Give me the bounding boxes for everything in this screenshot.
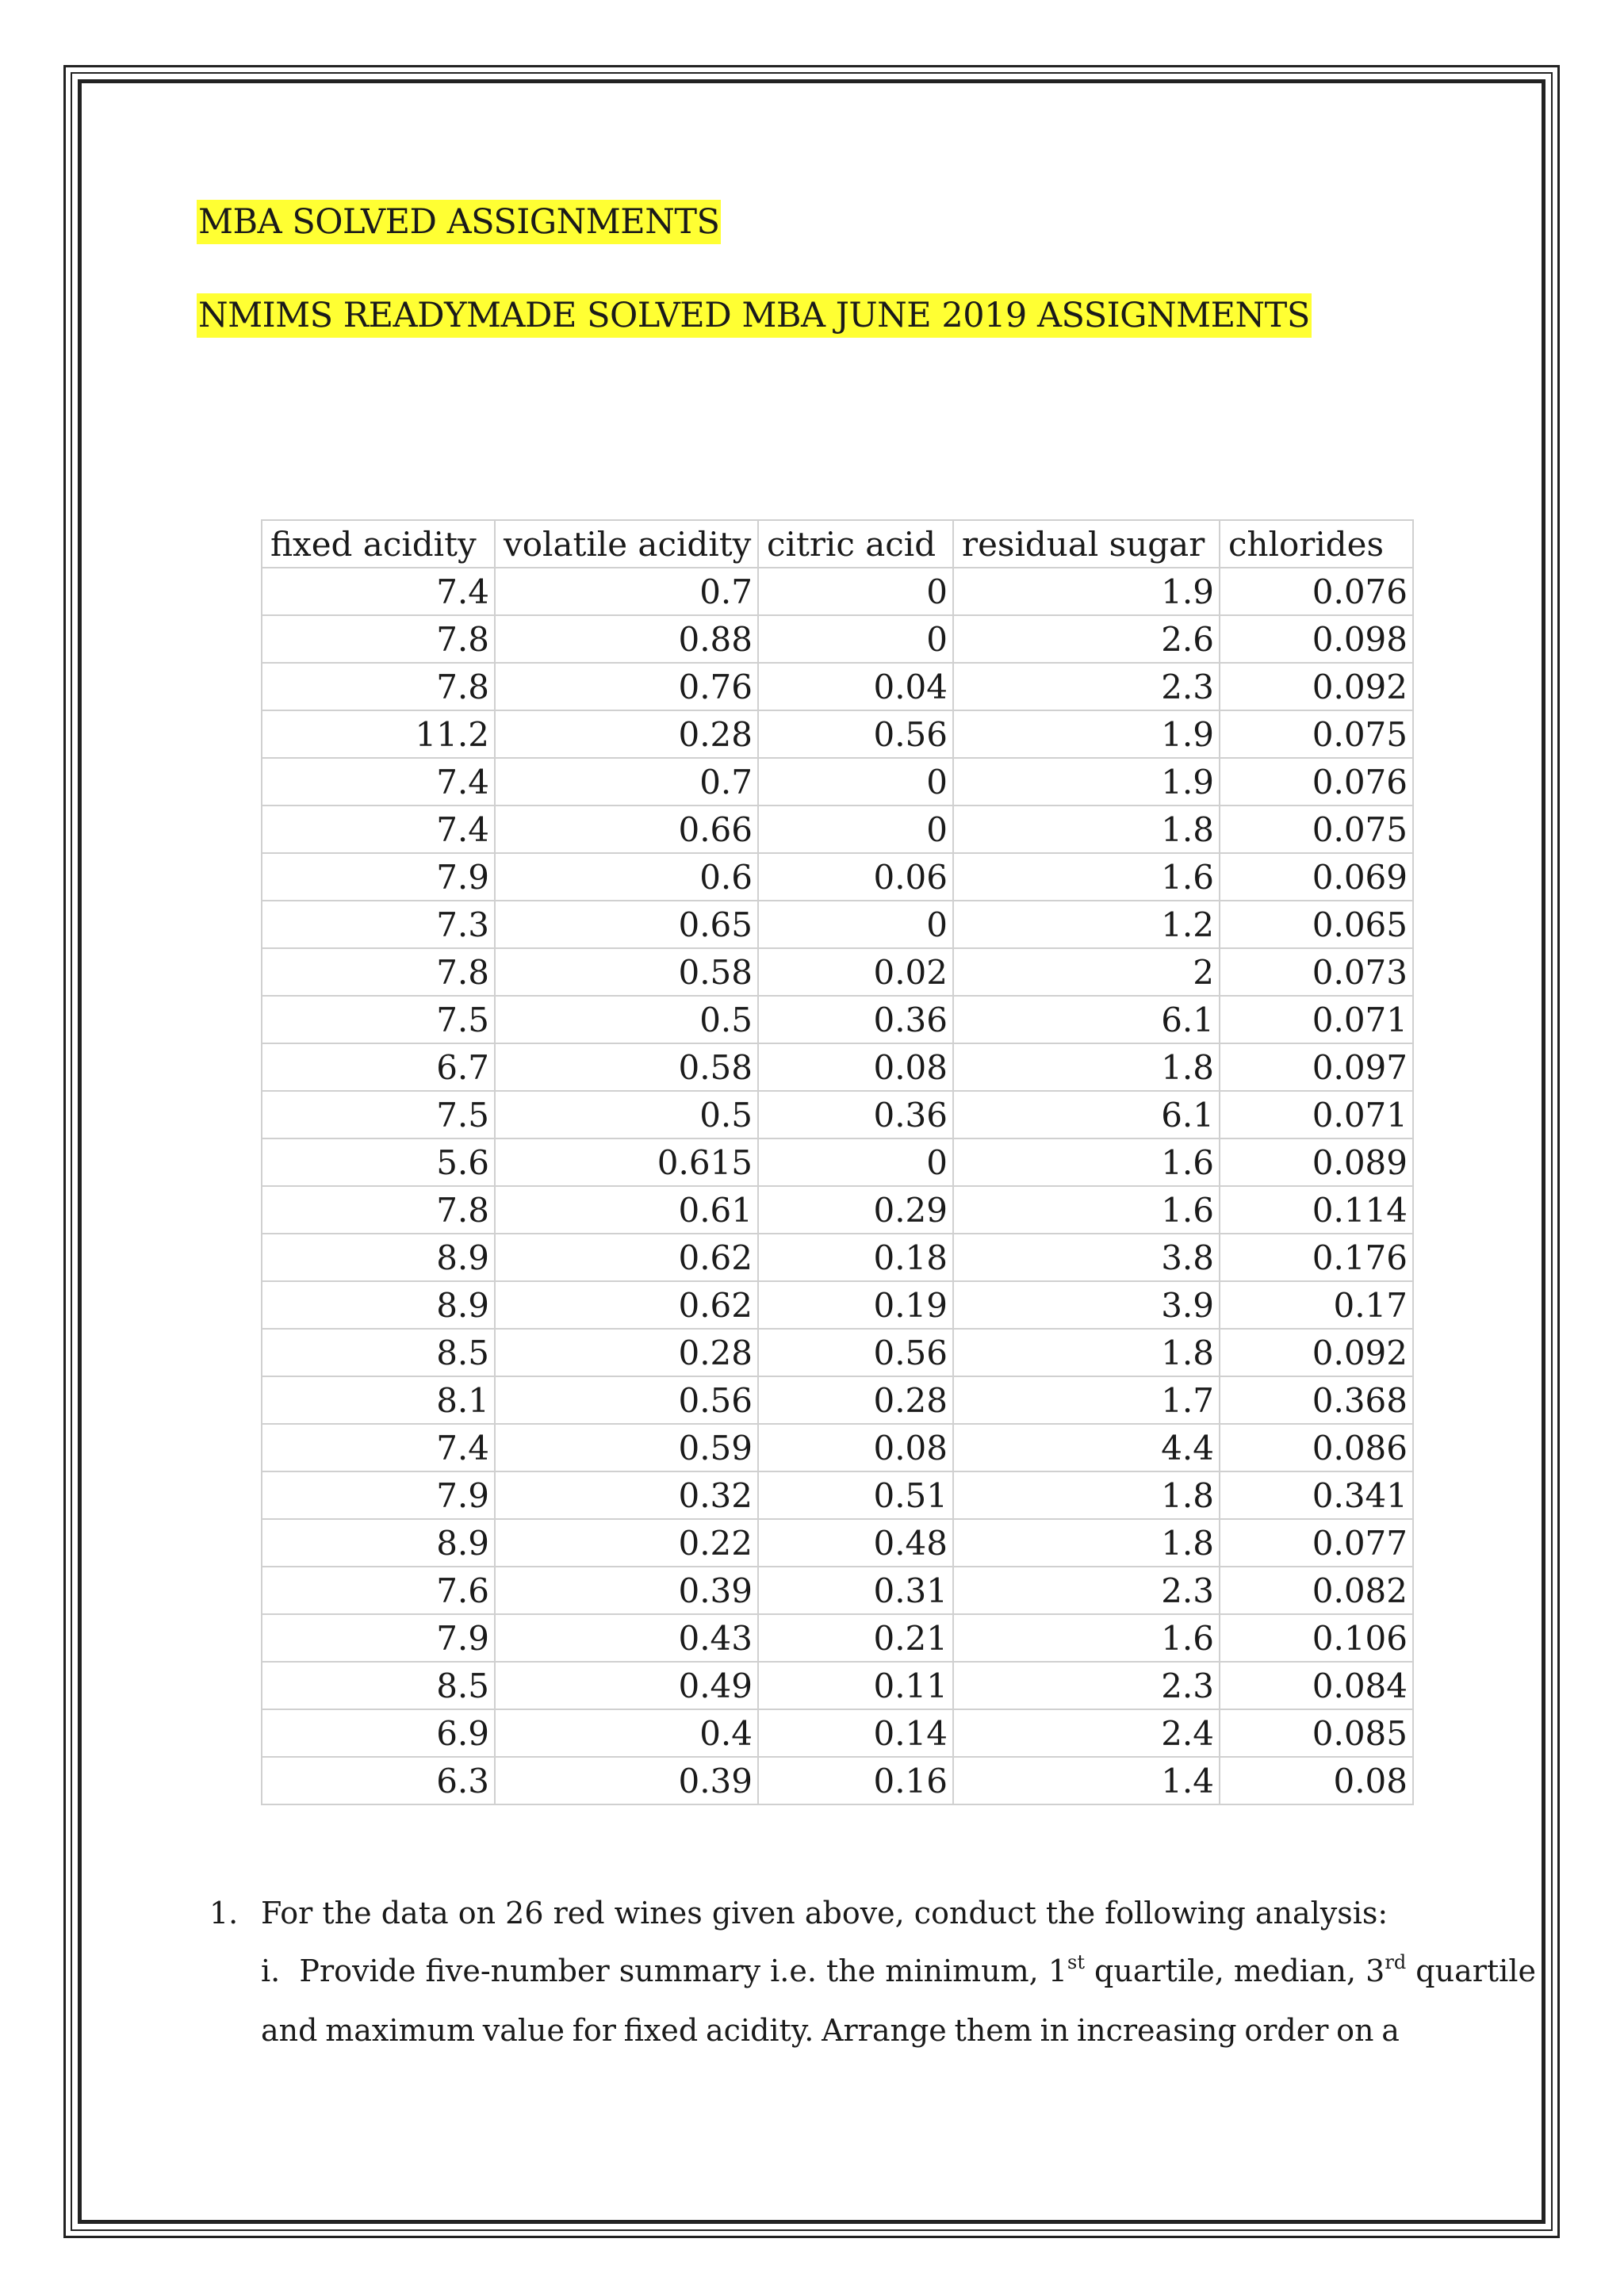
table-cell: 0.29 (758, 1186, 953, 1234)
column-header: residual sugar (953, 520, 1220, 568)
table-cell: 3.9 (953, 1281, 1220, 1329)
table-cell: 0 (758, 1138, 953, 1186)
table-cell: 7.8 (262, 1186, 495, 1234)
table-cell: 0.076 (1220, 568, 1413, 615)
subpart-text: Provide five-number summary i.e. the minimum, 1 (299, 1954, 1067, 1988)
table-cell: 7.4 (262, 806, 495, 853)
table-cell: 1.9 (953, 758, 1220, 806)
table-row (262, 1662, 1413, 1709)
table-row (262, 901, 1413, 948)
table-cell: 0.51 (758, 1471, 953, 1519)
table-cell: 0.075 (1220, 710, 1413, 758)
table-cell: 0 (758, 901, 953, 948)
table-cell: 0.076 (1220, 758, 1413, 806)
table-cell: 2.4 (953, 1709, 1220, 1757)
table-cell: 0.176 (1220, 1234, 1413, 1281)
table-row (262, 1281, 1413, 1329)
question-word: Arrange (822, 2013, 947, 2048)
table-cell: 6.1 (953, 1091, 1220, 1138)
table-cell: 1.8 (953, 806, 1220, 853)
table-cell: 7.9 (262, 1471, 495, 1519)
table-cell: 0.085 (1220, 1709, 1413, 1757)
table-cell: 2.3 (953, 1567, 1220, 1614)
table-cell: 0.097 (1220, 1043, 1413, 1091)
wine-data-table (261, 519, 1414, 1805)
table-cell: 4.4 (953, 1424, 1220, 1471)
heading-mba-solved-assignments: MBA SOLVED ASSIGNMENTS (197, 200, 721, 244)
table-cell: 7.8 (262, 663, 495, 710)
table-cell: 1.8 (953, 1043, 1220, 1091)
table-cell: 1.6 (953, 853, 1220, 901)
table-cell: 6.3 (262, 1757, 495, 1804)
subpart-text: quartile, median, 3 (1084, 1954, 1385, 1988)
question-word: acidity. (705, 2013, 814, 2048)
table-row (262, 1329, 1413, 1376)
table-cell: 0.092 (1220, 663, 1413, 710)
table-cell: 0.071 (1220, 996, 1413, 1043)
table-cell: 0.06 (758, 853, 953, 901)
table-cell: 0 (758, 568, 953, 615)
table-row (262, 806, 1413, 853)
table-cell: 0.098 (1220, 615, 1413, 663)
table-cell: 0.36 (758, 1091, 953, 1138)
table-cell: 2.3 (953, 1662, 1220, 1709)
table-row (262, 1567, 1413, 1614)
table-cell: 0.7 (495, 758, 758, 806)
table-cell: 1.8 (953, 1519, 1220, 1567)
table-cell: 0.19 (758, 1281, 953, 1329)
table-row (262, 568, 1413, 615)
table-row (262, 1424, 1413, 1471)
table-cell: 0.21 (758, 1614, 953, 1662)
table-cell: 0.32 (495, 1471, 758, 1519)
table-cell: 1.9 (953, 568, 1220, 615)
table-cell: 7.4 (262, 568, 495, 615)
table-cell: 0.086 (1220, 1424, 1413, 1471)
question-word: order (1244, 2013, 1329, 2048)
table-cell: 7.4 (262, 1424, 495, 1471)
table-cell: 0.089 (1220, 1138, 1413, 1186)
table-cell: 0.58 (495, 1043, 758, 1091)
table-cell: 0.39 (495, 1567, 758, 1614)
table-cell: 8.9 (262, 1281, 495, 1329)
column-header: chlorides (1220, 520, 1413, 568)
table-cell: 1.4 (953, 1757, 1220, 1804)
table-cell: 0.59 (495, 1424, 758, 1471)
table-cell: 3.8 (953, 1234, 1220, 1281)
table-cell: 0.61 (495, 1186, 758, 1234)
table-row (262, 1043, 1413, 1091)
table-row (262, 1709, 1413, 1757)
table-cell: 0.082 (1220, 1567, 1413, 1614)
question-justified-line (261, 2008, 1400, 2053)
table-cell: 0.28 (758, 1376, 953, 1424)
subpart-text: quartile (1406, 1954, 1536, 1988)
table-cell: 2.6 (953, 615, 1220, 663)
table-row (262, 615, 1413, 663)
table-cell: 7.3 (262, 901, 495, 948)
table-cell: 1.7 (953, 1376, 1220, 1424)
table-cell: 1.6 (953, 1138, 1220, 1186)
table-cell: 7.9 (262, 1614, 495, 1662)
question-word: a (1381, 2013, 1400, 2048)
table-cell: 0.58 (495, 948, 758, 996)
table-cell: 0.65 (495, 901, 758, 948)
table-cell: 0.11 (758, 1662, 953, 1709)
table-cell: 7.8 (262, 615, 495, 663)
table-cell: 0 (758, 758, 953, 806)
table-cell: 7.8 (262, 948, 495, 996)
table-cell: 1.6 (953, 1614, 1220, 1662)
table-cell: 0.88 (495, 615, 758, 663)
table-row (262, 996, 1413, 1043)
question-number: 1. (209, 1896, 239, 1931)
table-row (262, 1234, 1413, 1281)
ordinal-superscript: st (1067, 1951, 1085, 1973)
table-cell: 1.2 (953, 901, 1220, 948)
table-cell: 0.075 (1220, 806, 1413, 853)
table-cell: 6.1 (953, 996, 1220, 1043)
question-word: on (1336, 2013, 1374, 2048)
table-cell: 0.084 (1220, 1662, 1413, 1709)
question-word: for (572, 2013, 616, 2048)
column-header: volatile acidity (495, 520, 758, 568)
question-word: fixed (623, 2013, 699, 2048)
table-cell: 0 (758, 806, 953, 853)
table-cell: 0.5 (495, 996, 758, 1043)
table-cell: 0.071 (1220, 1091, 1413, 1138)
table-cell: 0.28 (495, 710, 758, 758)
question-word: maximum (325, 2013, 476, 2048)
table-row (262, 853, 1413, 901)
table-cell: 0.04 (758, 663, 953, 710)
table-cell: 0.106 (1220, 1614, 1413, 1662)
table-cell: 0.43 (495, 1614, 758, 1662)
question-word: them (954, 2013, 1032, 2048)
question-word: and (261, 2013, 318, 2048)
table-cell: 0.114 (1220, 1186, 1413, 1234)
table-cell: 0.092 (1220, 1329, 1413, 1376)
table-cell: 0.56 (758, 1329, 953, 1376)
table-cell: 1.8 (953, 1471, 1220, 1519)
table-cell: 1.6 (953, 1186, 1220, 1234)
table-cell: 0.615 (495, 1138, 758, 1186)
table-cell: 0.56 (495, 1376, 758, 1424)
table-cell: 0.14 (758, 1709, 953, 1757)
table-cell: 0.48 (758, 1519, 953, 1567)
table-cell: 0.069 (1220, 853, 1413, 901)
table-row (262, 1138, 1413, 1186)
table-row (262, 948, 1413, 996)
table-cell: 0.22 (495, 1519, 758, 1567)
ordinal-superscript: rd (1385, 1951, 1407, 1973)
table-cell: 7.6 (262, 1567, 495, 1614)
table-cell: 0.4 (495, 1709, 758, 1757)
table-row (262, 1757, 1413, 1804)
table-cell: 6.9 (262, 1709, 495, 1757)
table-row (262, 710, 1413, 758)
table-cell: 0.5 (495, 1091, 758, 1138)
question-text: For the data on 26 red wines given above, conduct the following analysis: (261, 1896, 1388, 1931)
column-header: fixed acidity (262, 520, 495, 568)
column-header: citric acid (758, 520, 953, 568)
subpart-marker: i. (261, 1954, 281, 1988)
question-word: in (1040, 2013, 1070, 2048)
table-cell: 0.28 (495, 1329, 758, 1376)
table-cell: 0 (758, 615, 953, 663)
table-cell: 0.76 (495, 663, 758, 710)
question-subpart-line (261, 1949, 1536, 1993)
table-cell: 1.9 (953, 710, 1220, 758)
table-cell: 0.36 (758, 996, 953, 1043)
table-cell: 0.073 (1220, 948, 1413, 996)
table-row (262, 663, 1413, 710)
table-cell: 0.18 (758, 1234, 953, 1281)
table-cell: 8.5 (262, 1329, 495, 1376)
table-cell: 8.9 (262, 1519, 495, 1567)
table-header-row (262, 520, 1413, 568)
table-row (262, 1186, 1413, 1234)
table-cell: 0.66 (495, 806, 758, 853)
table-cell: 0.17 (1220, 1281, 1413, 1329)
table-cell: 11.2 (262, 710, 495, 758)
table-cell: 0.08 (1220, 1757, 1413, 1804)
table-cell: 0.16 (758, 1757, 953, 1804)
table-cell: 0.08 (758, 1424, 953, 1471)
table-cell: 0.7 (495, 568, 758, 615)
table-cell: 8.9 (262, 1234, 495, 1281)
table-cell: 0.49 (495, 1662, 758, 1709)
table-cell: 0.341 (1220, 1471, 1413, 1519)
table-cell: 0.62 (495, 1234, 758, 1281)
question-word: value (482, 2013, 565, 2048)
table-cell: 5.6 (262, 1138, 495, 1186)
table-cell: 0.62 (495, 1281, 758, 1329)
table-cell: 0.31 (758, 1567, 953, 1614)
table-row (262, 758, 1413, 806)
table-cell: 0.077 (1220, 1519, 1413, 1567)
table-row (262, 1091, 1413, 1138)
table-cell: 0.065 (1220, 901, 1413, 948)
table-row (262, 1376, 1413, 1424)
table-cell: 8.5 (262, 1662, 495, 1709)
table-row (262, 1614, 1413, 1662)
table-cell: 0.368 (1220, 1376, 1413, 1424)
table-row (262, 1519, 1413, 1567)
table-cell: 7.4 (262, 758, 495, 806)
table-cell: 6.7 (262, 1043, 495, 1091)
table-cell: 0.08 (758, 1043, 953, 1091)
table-cell: 2.3 (953, 663, 1220, 710)
table-cell: 2 (953, 948, 1220, 996)
table-body (262, 568, 1413, 1804)
table-cell: 0.02 (758, 948, 953, 996)
heading-nmims-readymade: NMIMS READYMADE SOLVED MBA JUNE 2019 ASSIGNMENTS (197, 293, 1312, 338)
table-cell: 0.39 (495, 1757, 758, 1804)
table-cell: 0.56 (758, 710, 953, 758)
table-cell: 7.5 (262, 1091, 495, 1138)
table-row (262, 1471, 1413, 1519)
table-cell: 8.1 (262, 1376, 495, 1424)
table-cell: 0.6 (495, 853, 758, 901)
table-cell: 7.9 (262, 853, 495, 901)
question-word: increasing (1076, 2013, 1237, 2048)
table-cell: 7.5 (262, 996, 495, 1043)
table-cell: 1.8 (953, 1329, 1220, 1376)
